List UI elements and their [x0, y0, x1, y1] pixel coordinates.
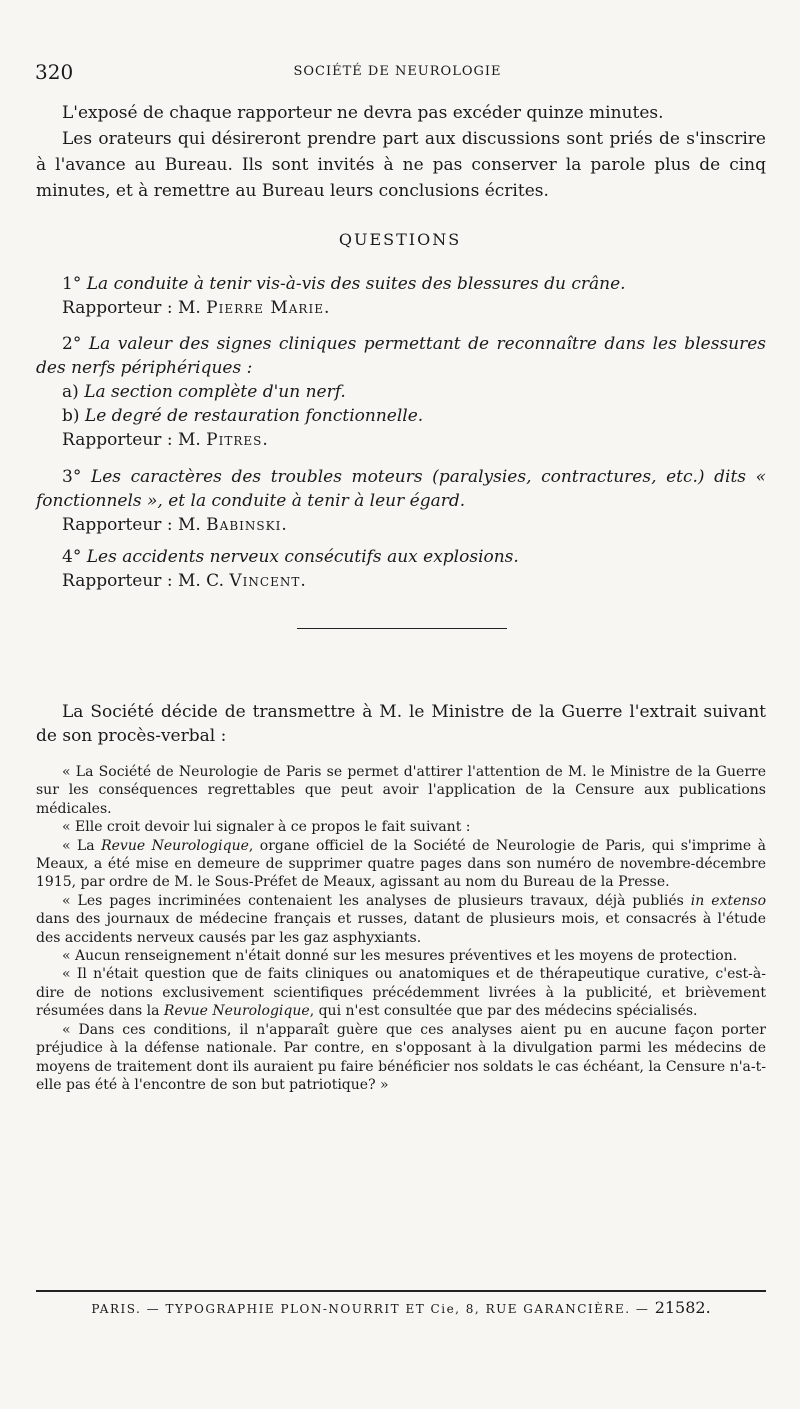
- quote-paragraph: « La Société de Neurologie de Paris se permet d'attirer l'attention de M. le Ministre de la Guerre sur les conséquences regrettables que peut avoir l'application de la Censure aux publications médicales.: [36, 764, 766, 817]
- quote-paragraph: [36, 892, 766, 947]
- rapporteur-label: Rapporteur : M. C.: [62, 571, 224, 591]
- intro-section: [36, 100, 766, 204]
- rapporteur-label: Rapporteur : M.: [62, 515, 201, 535]
- sub-item: [36, 404, 766, 428]
- questions-heading: QUESTIONS: [338, 230, 462, 249]
- quote-paragraph: [36, 965, 766, 1020]
- footer-divider: [36, 1290, 766, 1292]
- sub-item-label: a): [62, 382, 79, 402]
- sub-item: [36, 380, 766, 404]
- rapporteur-label: Rapporteur : M.: [62, 298, 201, 318]
- quote-text: « Les pages incriminées contenaient les analyses de plusieurs travaux, déjà publiés: [62, 892, 691, 909]
- quote-text: « La: [62, 837, 102, 854]
- quote-paragraph: « Aucun renseignement n'était donné sur les mesures préventives et les moyens de protection.: [62, 948, 738, 965]
- question-number: 1°: [62, 274, 82, 294]
- question-title: Les caractères des troubles moteurs (paralysies, contractures, etc.) dits « fonctionnels », et la conduite à tenir à leur égard.: [36, 467, 767, 511]
- question-number: 3°: [62, 467, 82, 487]
- proces-verbal-extract: [36, 763, 766, 1094]
- rapporteur-name: Pierre Marie.: [206, 298, 331, 318]
- question-3: [36, 465, 766, 537]
- intro-paragraph: L'exposé de chaque rapporteur ne devra pas excéder quinze minutes.: [62, 103, 664, 123]
- running-title: SOCIÉTÉ DE NEUROLOGIE: [293, 64, 502, 79]
- rapporteur-line: [36, 428, 766, 452]
- question-title: Les accidents nerveux consécutifs aux explosions.: [86, 547, 519, 567]
- rapporteur-line: [36, 569, 766, 593]
- rapporteur-label: Rapporteur : M.: [62, 430, 201, 450]
- decision-section: [36, 700, 766, 748]
- imprint-number: 21582.: [654, 1298, 711, 1317]
- question-1: [36, 272, 766, 320]
- page-number: 320: [35, 60, 74, 84]
- sub-item-text: Le degré de restauration fonctionnelle.: [84, 406, 424, 426]
- imprint-text: PARIS. — TYPOGRAPHIE PLON-NOURRIT ET Cie, 8, RUE GARANCIÈRE. —: [91, 1302, 650, 1316]
- question-4: [36, 545, 766, 593]
- question-number: 4°: [62, 547, 82, 567]
- quote-paragraph: [36, 837, 766, 892]
- intro-paragraph: Les orateurs qui désireront prendre part aux discussions sont priés de s'inscrire à l'avance au Bureau. Ils sont invités à ne pas conserver la parole plus de cinq minutes, et à remettre au Bureau leurs conclusions écrites.: [36, 129, 766, 201]
- quote-text: dans des journaux de médecine français et russes, datant de plusieurs mois, et consacrés à l'étude des accidents nerveux causés par les gaz asphyxiants.: [36, 911, 766, 946]
- rapporteur-name: Babinski.: [206, 515, 288, 535]
- quote-text: , qui n'est consultée que par des médecins spécialisés.: [309, 1003, 698, 1020]
- journal-title: Revue Neurologique: [163, 1003, 310, 1020]
- rapporteur-line: [36, 513, 766, 537]
- latin-phrase: in extenso: [690, 892, 767, 909]
- sub-item-label: b): [62, 406, 80, 426]
- question-title: La valeur des signes cliniques permettant de reconnaître dans les blessures des nerfs périphériques :: [36, 334, 766, 378]
- printer-imprint: [36, 1298, 766, 1317]
- quote-paragraph: « Dans ces conditions, il n'apparaît guère que ces analyses aient pu en aucune façon porter préjudice à la défense nationale. Par contre, en s'opposant à la divulgation parmi les médecins de moyens de traitement dont ils auraient pu faire bénéficier nos soldats le cas échéant, la Censure n'a-t-elle pas été à l'encontre de son but patriotique? »: [36, 1021, 766, 1093]
- question-number: 2°: [62, 334, 82, 354]
- quote-paragraph: « Elle croit devoir lui signaler à ce propos le fait suivant :: [62, 819, 471, 836]
- rapporteur-name: Pitres.: [206, 430, 269, 450]
- quote-text: « Il n'était question que de faits cliniques ou anatomiques et de thérapeutique curative, c'est-à-dire de notions exclusivement scientifiques précédemment livrées à la publicité, et brièvement résumées dans la: [36, 966, 766, 1020]
- quote-text: , organe officiel de la Société de Neurologie de Paris, qui s'imprime à Meaux, a été mise en demeure de supprimer quatre pages dans son numéro de novembre-décembre 1915, par ordre de M. le Sous-Préfet de Meaux, agissant au nom du Bureau de la Presse.: [36, 837, 766, 891]
- rapporteur-name: Vincent.: [229, 571, 307, 591]
- section-divider: [297, 628, 507, 629]
- decision-paragraph: La Société décide de transmettre à M. le Ministre de la Guerre l'extrait suivant de son procès-verbal :: [36, 702, 766, 746]
- sub-item-text: La section complète d'un nerf.: [84, 382, 346, 402]
- question-title: La conduite à tenir vis-à-vis des suites des blessures du crâne.: [86, 274, 626, 294]
- question-2: [36, 332, 766, 452]
- rapporteur-line: [36, 296, 766, 320]
- page-header: [35, 60, 760, 84]
- journal-title: Revue Neurologique: [101, 837, 249, 854]
